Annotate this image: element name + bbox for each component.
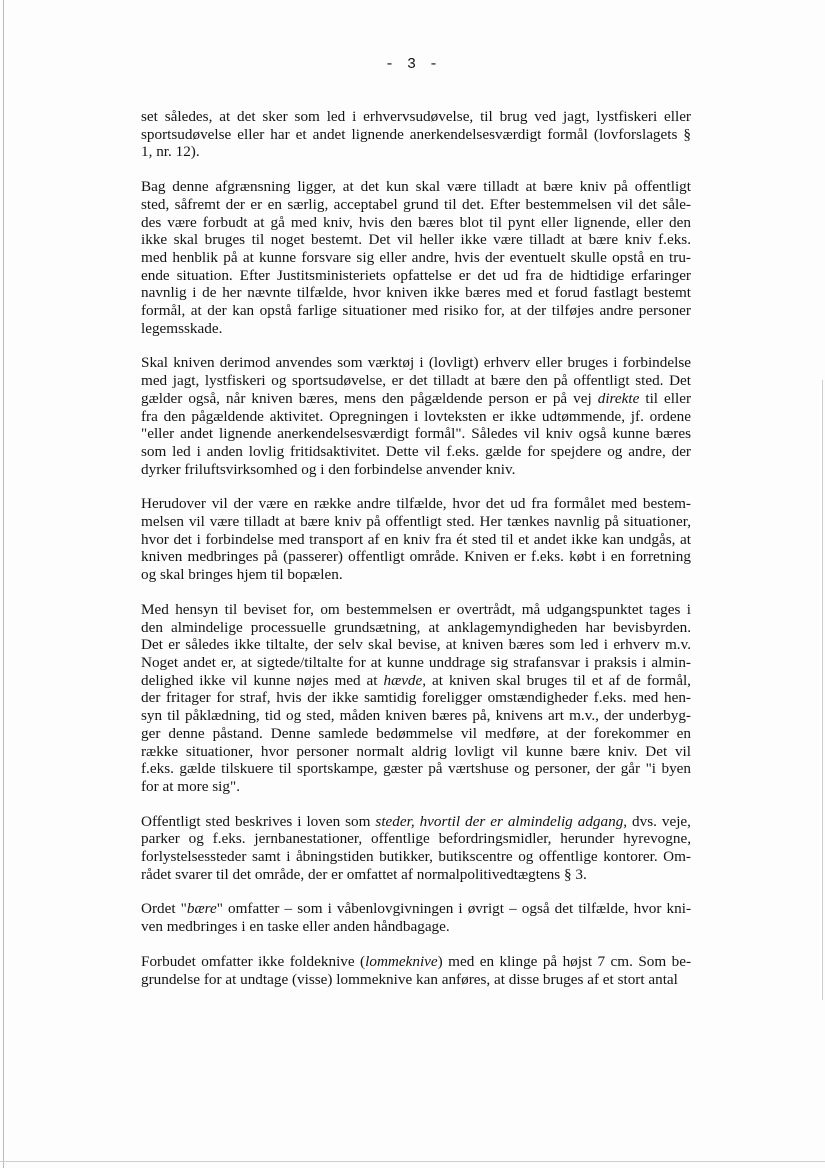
text-segment: forlystelsessteder samt i åbningstiden butikker, butikscentre og offentlige kontorer. Om- [141, 848, 691, 866]
text-segment: for at more sig". [141, 777, 240, 795]
text-line [141, 143, 691, 161]
text-segment: fra den pågældende aktivitet. Opregningen i lovteksten er ikke udtømmende, jf. ordene [141, 407, 691, 425]
text-line [141, 619, 691, 637]
text-line [141, 900, 691, 918]
text-segment: parker og f.eks. jernbanestationer, offentlige befordringsmidler, herunder hyrevogne, [141, 830, 691, 848]
italic-text: steder, hvortil der er almindelig adgang [375, 812, 624, 830]
text-segment: sted, såfremt der er en særlig, acceptabel grund til det. Efter bestemmelsen vil det såle- [141, 195, 691, 213]
page-number: - 3 - [384, 56, 440, 73]
text-line [141, 302, 691, 320]
text-line [141, 707, 691, 725]
text-line [141, 354, 691, 372]
text-segment: f.eks. gælde tilskuere til sportskampe, gæster på værtshuse og personer, der går "i byen [141, 760, 691, 778]
text-line [141, 971, 691, 989]
scan-edge-right [822, 380, 823, 1000]
text-segment: , dvs. veje, [623, 812, 691, 830]
text-segment: gælder også, når kniven bæres, mens den pågældende person er på vej [141, 389, 598, 407]
text-line [141, 513, 691, 531]
text-line [141, 231, 691, 249]
italic-text: hævde [383, 671, 423, 689]
text-segment: Med hensyn til beviset for, om bestemmelsen er overtrådt, må udgangspunktet tages i [141, 600, 691, 618]
text-line [141, 196, 691, 214]
paragraph [141, 900, 691, 935]
text-segment: ende situation. Efter Justitsministeriets opfattelse er det ud fra de hidtidige erfaringer [141, 266, 691, 284]
text-segment: Ordet " [141, 900, 187, 918]
text-segment: , at kniven skal bruges til et af de formål, [422, 671, 691, 689]
text-line [141, 672, 691, 690]
text-segment: ger denne påstand. Denne samlede bedømmelse vil medføre, at der forekommer en [141, 724, 691, 742]
text-segment: der fritager for straf, hvis der ikke samtidig foreligger omstændigheder f.eks. med hen- [141, 689, 691, 707]
text-line [141, 214, 691, 232]
text-segment: Offentligt sted beskrives i loven som [141, 812, 376, 830]
text-line [141, 548, 691, 566]
paragraph [141, 354, 691, 478]
text-line [141, 320, 691, 338]
text-segment: " omfatter – som i våbenlovgivningen i øvrigt – også det tilfælde, hvor kni- [216, 900, 692, 918]
text-line [141, 830, 691, 848]
text-line [141, 848, 691, 866]
text-line [141, 566, 691, 584]
text-line [141, 725, 691, 743]
text-segment: Forbudet omfatter ikke foldeknive ( [141, 952, 366, 970]
text-line [141, 372, 691, 390]
text-segment: rådet svarer til det område, der er omfattet af normalpolitivedtægtens § 3. [141, 865, 587, 883]
text-segment: med jagt, lystfiskeri og sportsudøvelse, er det tilladt at bære den på offentligt sted. Det [141, 372, 691, 390]
text-line [141, 284, 691, 302]
text-line [141, 425, 691, 443]
text-line [141, 743, 691, 761]
text-segment: 1, nr. 12). [141, 143, 200, 161]
text-segment: set således, at det sker som led i erhvervsudøvelse, til brug ved jagt, lystfiskeri eller [141, 108, 691, 125]
text-line [141, 953, 691, 971]
text-segment: syn til påklædning, tid og sted, måden kniven bæres på, knivens art m.v., der underbyg- [141, 707, 691, 725]
text-segment: delighed ikke vil kunne nøjes med at [141, 671, 384, 689]
italic-text: bære [186, 900, 217, 918]
text-segment: Det er således ikke tiltalte, der selv skal bevise, at kniven bæres som led i erhverv m.v. [141, 636, 691, 654]
text-line [141, 813, 691, 831]
text-segment: Noget andet er, at sigtede/tiltalte for at kunne unddrage sig strafansvar i praksis i almin- [141, 653, 691, 671]
text-segment: med henblik på at kunne forsvare sig eller andre, hvis der eventuelt skulle opstå en tru- [141, 248, 691, 266]
text-line [141, 126, 691, 144]
italic-text: direkte [597, 389, 640, 407]
text-line [141, 443, 691, 461]
text-line [141, 108, 691, 126]
text-line [141, 178, 691, 196]
paragraph [141, 495, 691, 584]
text-segment: som led i anden lovlig fritidsaktivitet. Dette vil f.eks. gælde for spejdere og andre, der [141, 442, 691, 460]
text-line [141, 866, 691, 884]
text-line [141, 778, 691, 796]
text-segment: række situationer, hvor personer normalt aldrig lovligt vil kunne bære kniv. Det vil [141, 742, 691, 760]
text-segment: Herudover vil der være en række andre tilfælde, hvor det ud fra formålet med bestem- [141, 495, 691, 513]
text-segment: grundelse for at undtage (visse) lommeknive kan anføres, at disse bruges af et stort antal [141, 970, 678, 988]
text-segment: Skal kniven derimod anvendes som værktøj i (lovligt) erhverv eller bruges i forbindelse [141, 354, 691, 372]
text-line [141, 408, 691, 426]
italic-text: lommeknive [365, 952, 438, 970]
text-line [141, 601, 691, 619]
text-line [141, 249, 691, 267]
text-line [141, 689, 691, 707]
text-segment: dyrker friluftsvirksomhed og i den forbindelse anvender kniv. [141, 460, 516, 478]
text-segment: Bag denne afgrænsning ligger, at det kun skal være tilladt at bære kniv på offentligt [141, 178, 691, 196]
document-body [141, 108, 691, 1005]
text-segment: hvor det i forbindelse med transport af en kniv fra ét sted til et andet ikke kan undgås, at [141, 530, 691, 548]
text-line [141, 531, 691, 549]
text-line [141, 760, 691, 778]
text-segment: "eller andet lignende anerkendelsesværdigt formål". Således vil kniv også kunne bæres [141, 425, 691, 443]
text-segment: kniven medbringes på (passerer) offentligt område. Kniven er f.eks. købt i en forretning [141, 548, 691, 566]
text-segment: legemsskade. [141, 319, 223, 337]
text-segment: til eller [639, 389, 691, 407]
text-segment: formål, at der kan opstå farlige situationer med risiko for, at der tilføjes andre personer [141, 302, 691, 320]
text-line [141, 461, 691, 479]
text-line [141, 390, 691, 408]
scan-edge-left [3, 0, 4, 1168]
text-segment: des være forbudt at gå med kniv, hvis den bæres blot til pynt eller lignende, eller den [141, 213, 691, 231]
text-line [141, 654, 691, 672]
text-segment: den almindelige processuelle grundsætning, at anklagemyndigheden har bevisbyrden. [141, 618, 691, 636]
text-segment: melsen vil være tilladt at bære kniv på offentligt sted. Her tænkes navnlig på situationer, [141, 513, 691, 531]
text-segment: ) med en klinge på højst 7 cm. Som be- [437, 952, 691, 970]
text-line [141, 495, 691, 513]
paragraph [141, 108, 691, 161]
text-segment: sportsudøvelse eller har et andet lignende anerkendelsesværdigt formål (lovforslagets § [141, 125, 691, 143]
text-segment: ikke skal bruges til noget bestemt. Det vil heller ikke være tilladt at bære kniv f.eks. [141, 231, 691, 249]
text-segment: navnlig i de her nævnte tilfælde, hvor kniven ikke bæres med et forud fastlagt bestemt [141, 284, 691, 302]
text-line [141, 918, 691, 936]
paragraph [141, 953, 691, 988]
paragraph [141, 178, 691, 337]
text-line [141, 267, 691, 285]
paragraph [141, 813, 691, 884]
text-line [141, 636, 691, 654]
text-segment: ven medbringes i en taske eller anden håndbagage. [141, 918, 450, 936]
paragraph [141, 601, 691, 796]
scan-edge-bottom [0, 1161, 825, 1162]
text-segment: og skal bringes hjem til bopælen. [141, 566, 343, 584]
